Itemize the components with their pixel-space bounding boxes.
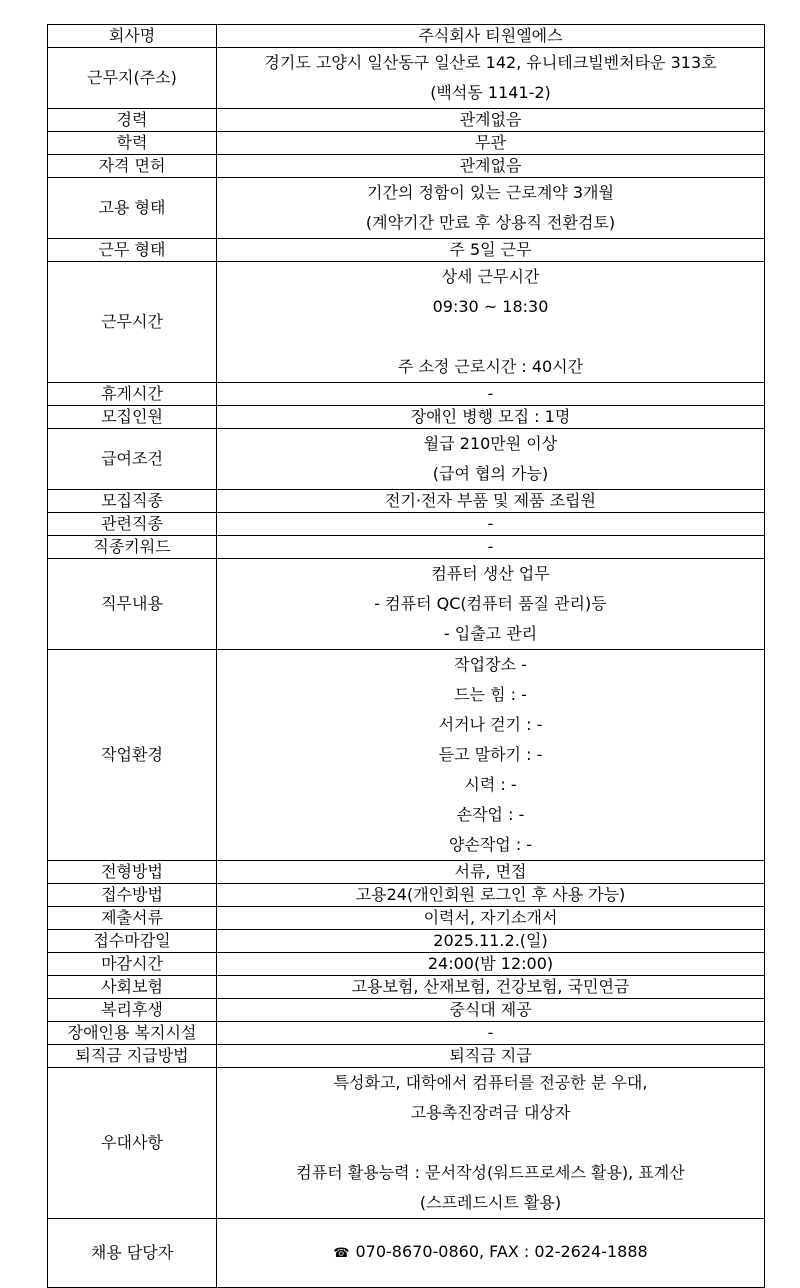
value-line: 주 소정 근로시간 : 40시간 <box>397 357 584 376</box>
value-line: - <box>487 384 494 403</box>
row-value <box>217 536 765 559</box>
table-row <box>48 109 765 132</box>
row-label: 근무시간 <box>48 262 217 383</box>
row-label: 휴게시간 <box>48 383 217 406</box>
value-line: - <box>487 514 494 533</box>
row-label: 직무내용 <box>48 559 217 650</box>
table-row <box>48 1068 765 1219</box>
contact-row <box>48 1219 765 1288</box>
row-value <box>217 513 765 536</box>
row-value <box>217 1045 765 1068</box>
contact-label: 채용 담당자 <box>48 1219 217 1288</box>
table-row <box>48 907 765 930</box>
value-line: 손작업 : - <box>456 805 525 824</box>
row-label: 사회보험 <box>48 976 217 999</box>
row-label: 모집직종 <box>48 490 217 513</box>
row-label: 회사명 <box>48 25 217 48</box>
row-label: 직종키워드 <box>48 536 217 559</box>
row-label: 접수방법 <box>48 884 217 907</box>
row-label: 전형방법 <box>48 861 217 884</box>
row-value <box>217 383 765 406</box>
value-line: 관계없음 <box>459 110 522 129</box>
value-line: - <box>487 537 494 556</box>
value-line: (급여 협의 가능) <box>432 464 549 483</box>
table-row <box>48 178 765 239</box>
value-line: 장애인 병행 모집 : 1명 <box>410 407 571 426</box>
job-posting-rows <box>48 25 765 1219</box>
row-label: 접수마감일 <box>48 930 217 953</box>
value-line: 기간의 정함이 있는 근로계약 3개월 <box>367 183 614 202</box>
contact-value <box>217 1219 765 1288</box>
row-value <box>217 861 765 884</box>
row-value <box>217 429 765 490</box>
table-row <box>48 930 765 953</box>
value-line: 무관 <box>475 133 506 152</box>
row-label: 경력 <box>48 109 217 132</box>
value-line: 작업장소 - <box>454 655 527 674</box>
row-value <box>217 999 765 1022</box>
job-posting-table <box>47 24 765 1288</box>
table-row <box>48 132 765 155</box>
contact-text: 070-8670-0860, FAX : 02-2624-1888 <box>355 1242 648 1261</box>
blank-line <box>217 322 764 352</box>
row-label: 복리후생 <box>48 999 217 1022</box>
value-line: 서거나 걷기 : - <box>438 715 543 734</box>
value-line: (백석동 1141-2) <box>430 83 551 102</box>
value-line: 관계없음 <box>459 156 522 175</box>
value-line: 09:30 ~ 18:30 <box>432 297 549 316</box>
table-row <box>48 884 765 907</box>
table-row <box>48 650 765 861</box>
blank-line <box>217 1128 764 1158</box>
value-line: 주 5일 근무 <box>449 240 532 259</box>
table-row <box>48 861 765 884</box>
row-value <box>217 132 765 155</box>
value-line: - 컴퓨터 QC(컴퓨터 품질 관리)등 <box>374 594 607 613</box>
row-label: 근무지(주소) <box>48 48 217 109</box>
row-label: 마감시간 <box>48 953 217 976</box>
row-value <box>217 155 765 178</box>
row-label: 근무 형태 <box>48 239 217 262</box>
row-value <box>217 976 765 999</box>
value-line: 시력 : - <box>464 775 517 794</box>
value-line: 주식회사 티원엘에스 <box>418 26 563 45</box>
row-label: 제출서류 <box>48 907 217 930</box>
table-row <box>48 513 765 536</box>
value-line: - 입출고 관리 <box>443 624 538 643</box>
row-value <box>217 262 765 383</box>
table-row <box>48 1045 765 1068</box>
table-row <box>48 383 765 406</box>
value-line: 경기도 고양시 일산동구 일산로 142, 유니테크빌벤처타운 313호 <box>264 53 717 72</box>
table-row <box>48 559 765 650</box>
value-line: 전기·전자 부품 및 제품 조립원 <box>385 491 596 510</box>
row-value <box>217 930 765 953</box>
value-line: 퇴직금 지급 <box>449 1046 532 1065</box>
row-label: 장애인용 복지시설 <box>48 1022 217 1045</box>
table-row <box>48 48 765 109</box>
row-value <box>217 406 765 429</box>
row-value <box>217 109 765 132</box>
value-line: 고용24(개인회원 로그인 후 사용 가능) <box>355 885 626 904</box>
row-label: 급여조건 <box>48 429 217 490</box>
table-row <box>48 239 765 262</box>
row-label: 관련직종 <box>48 513 217 536</box>
value-line: 중식대 제공 <box>449 1000 532 1019</box>
table-row <box>48 1022 765 1045</box>
value-line: 컴퓨터 활용능력 : 문서작성(워드프로세스 활용), 표계산 <box>296 1163 685 1182</box>
value-line: 2025.11.2.(일) <box>433 931 548 950</box>
row-value <box>217 650 765 861</box>
value-line: (스프레드시트 활용) <box>419 1193 562 1212</box>
contact-section <box>48 1219 765 1288</box>
row-value <box>217 1022 765 1045</box>
value-line: 이력서, 자기소개서 <box>423 908 558 927</box>
row-value <box>217 178 765 239</box>
value-line: 고용보험, 산재보험, 건강보험, 국민연금 <box>351 977 630 996</box>
row-label: 자격 면허 <box>48 155 217 178</box>
value-line: 드는 힘 : - <box>454 685 527 704</box>
value-line: 고용촉진장려금 대상자 <box>410 1103 571 1122</box>
row-value <box>217 559 765 650</box>
table-row <box>48 25 765 48</box>
value-line: 서류, 면접 <box>454 862 527 881</box>
row-value <box>217 1068 765 1219</box>
row-value <box>217 907 765 930</box>
value-line: 월급 210만원 이상 <box>423 434 558 453</box>
table-row <box>48 953 765 976</box>
row-label: 고용 형태 <box>48 178 217 239</box>
row-label: 모집인원 <box>48 406 217 429</box>
table-row <box>48 536 765 559</box>
value-line: 컴퓨터 생산 업무 <box>431 564 550 583</box>
row-label: 작업환경 <box>48 650 217 861</box>
table-row <box>48 155 765 178</box>
value-line: (계약기간 만료 후 상용직 전환검토) <box>365 213 616 232</box>
row-value <box>217 25 765 48</box>
row-label: 학력 <box>48 132 217 155</box>
table-row <box>48 976 765 999</box>
row-value <box>217 48 765 109</box>
table-row <box>48 406 765 429</box>
row-value <box>217 953 765 976</box>
value-line: 24:00(밤 12:00) <box>427 954 554 973</box>
table-row <box>48 262 765 383</box>
row-value <box>217 884 765 907</box>
table-row <box>48 999 765 1022</box>
value-line: - <box>487 1023 494 1042</box>
table-row <box>48 429 765 490</box>
row-value <box>217 239 765 262</box>
value-line: 상세 근무시간 <box>441 267 540 286</box>
telephone-icon: ☎ <box>333 1246 350 1261</box>
value-line: 양손작업 : - <box>448 835 533 854</box>
row-label: 우대사항 <box>48 1068 217 1219</box>
value-line: 듣고 말하기 : - <box>438 745 543 764</box>
row-label: 퇴직금 지급방법 <box>48 1045 217 1068</box>
value-line: 특성화고, 대학에서 컴퓨터를 전공한 분 우대, <box>333 1073 648 1092</box>
table-row <box>48 490 765 513</box>
row-value <box>217 490 765 513</box>
